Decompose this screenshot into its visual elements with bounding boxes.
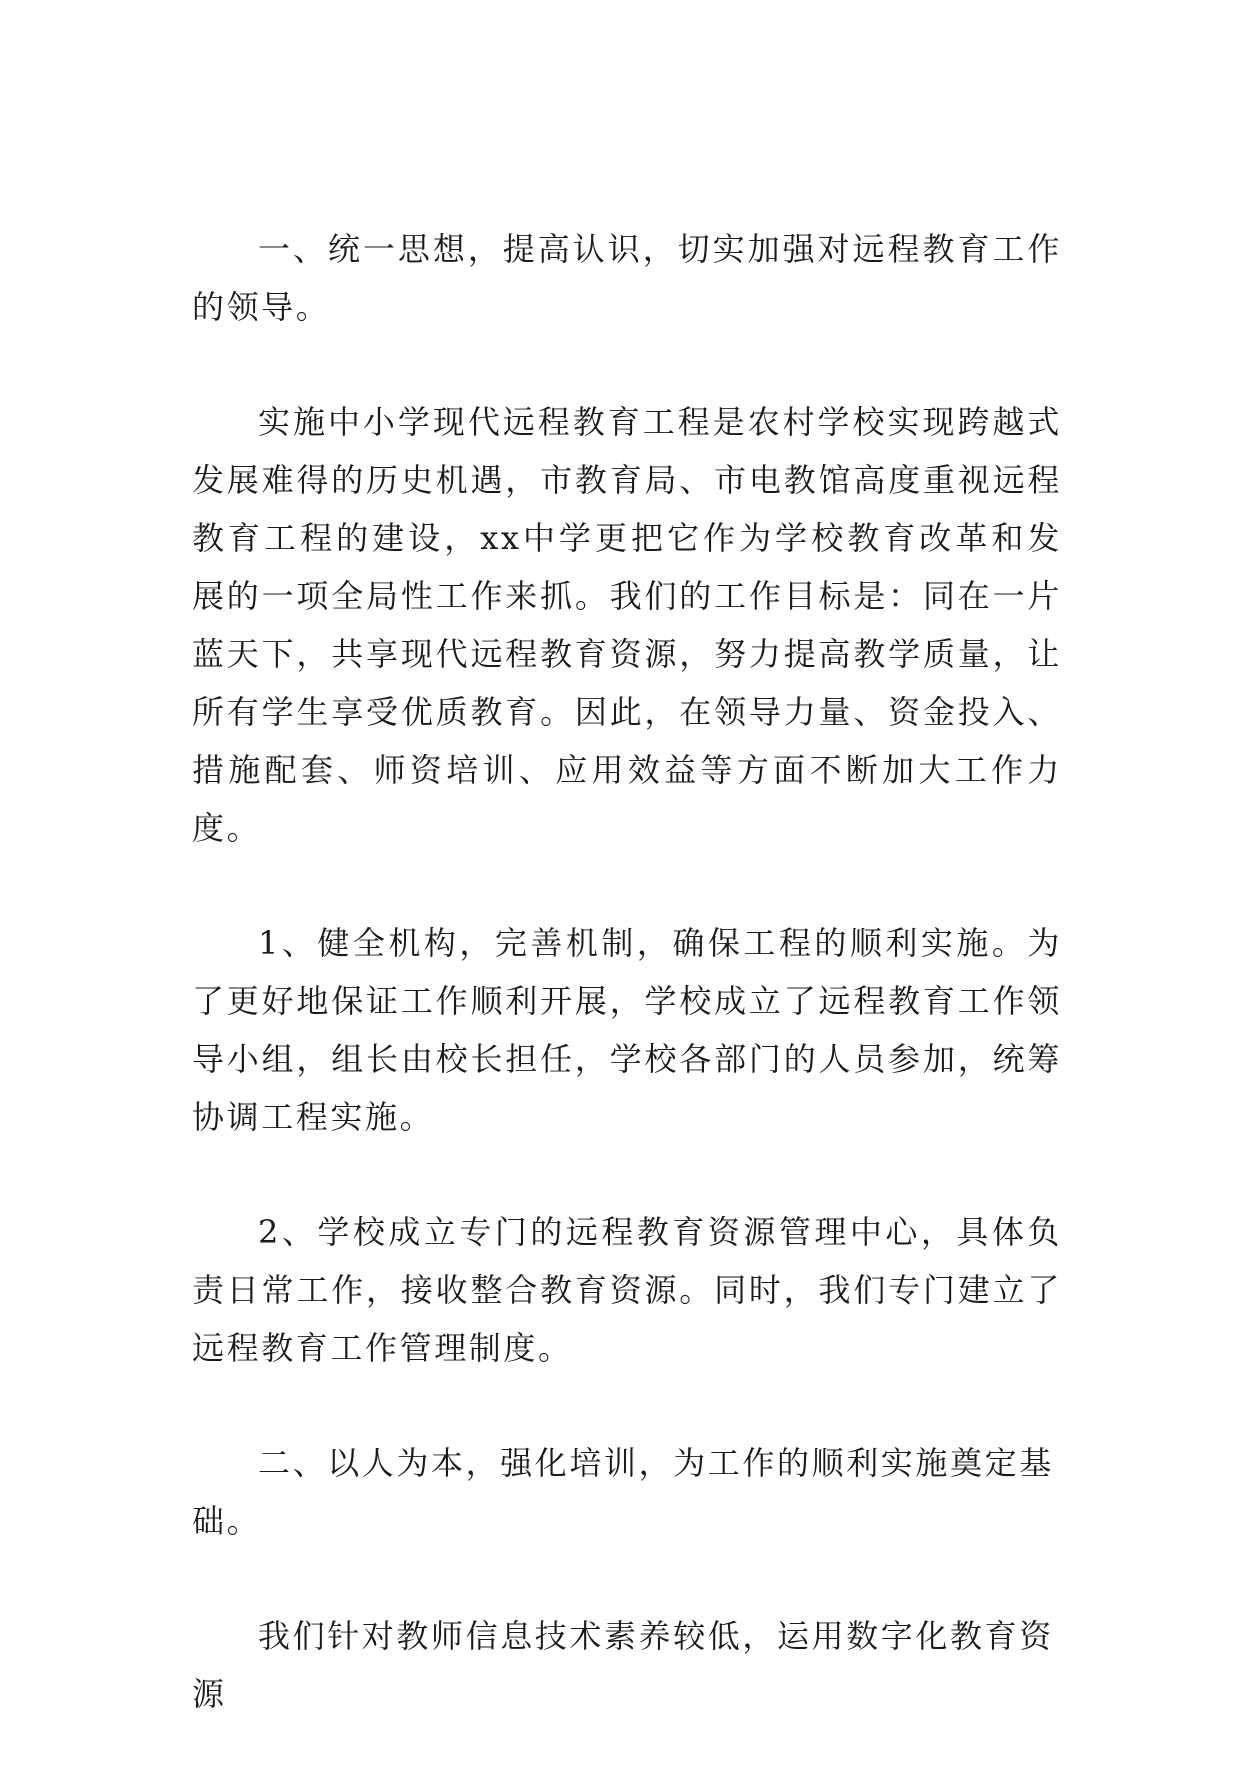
paragraph-intro: 实施中小学现代远程教育工程是农村学校实现跨越式发展难得的历史机遇，市教育局、市电教馆高度重视远程教育工程的建设，xx中学更把它作为学校教育改革和发展的一项全局性工作来抓。我们的工作目标是：同在一片蓝天下，共享现代远程教育资源，努力提高教学质量，让所有学生享受优质教育。因此，在领导力量、资金投入、措施配套、师资培训、应用效益等方面不断加大工作力度。 bbox=[192, 403, 1062, 847]
document-body bbox=[192, 220, 1062, 1780]
paragraph-item-1: 1、健全机构，完善机制，确保工程的顺利实施。为了更好地保证工作顺利开展，学校成立了远程教育工作领导小组，组长由校长担任，学校各部门的人员参加，统筹协调工程实施。 bbox=[192, 924, 1062, 1136]
paragraph-item-2: 2、学校成立专门的远程教育资源管理中心，具体负责日常工作，接收整合教育资源。同时，我们专门建立了远程教育工作管理制度。 bbox=[192, 1213, 1062, 1367]
paragraph-heading-1: 一、统一思想，提高认识，切实加强对远程教育工作的领导。 bbox=[192, 230, 1062, 326]
paragraph-training: 我们针对教师信息技术素养较低，运用数字化教育资源 bbox=[192, 1617, 1054, 1713]
paragraph-heading-2: 二、以人为本，强化培训，为工作的顺利实施奠定基础。 bbox=[192, 1444, 1054, 1540]
